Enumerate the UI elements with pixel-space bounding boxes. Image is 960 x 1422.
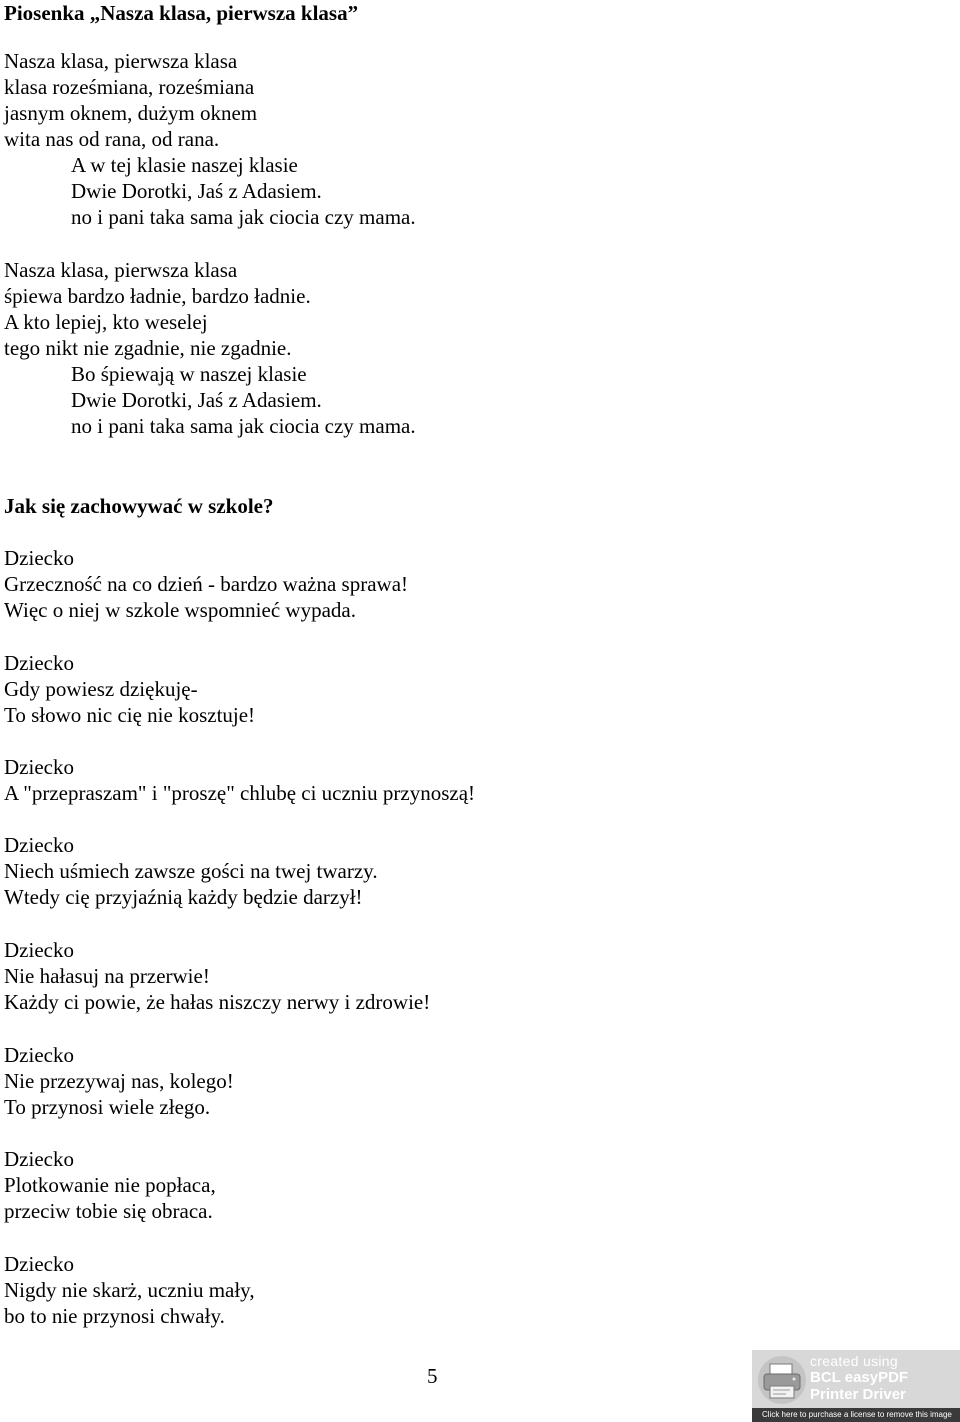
rule-line: Nigdy nie skarż, uczniu mały, xyxy=(4,1278,255,1302)
rule-line: Plotkowanie nie popłaca, xyxy=(4,1173,216,1197)
page-number: 5 xyxy=(427,1364,438,1388)
rule-line: Więc o niej w szkole wspomnieć wypada. xyxy=(4,598,356,622)
speaker-label: Dziecko xyxy=(4,833,74,857)
rule-line: Nie hałasuj na przerwie! xyxy=(4,964,210,988)
song-chorus-line: Dwie Dorotki, Jaś z Adasiem. xyxy=(71,388,322,412)
speaker-label: Dziecko xyxy=(4,938,74,962)
watermark-created-label: created using xyxy=(810,1353,898,1369)
speaker-label: Dziecko xyxy=(4,755,74,779)
rule-line: Wtedy cię przyjaźnią każdy będzie darzył! xyxy=(4,885,363,909)
section-title: Jak się zachowywać w szkole? xyxy=(4,494,274,518)
song-line: Nasza klasa, pierwsza klasa xyxy=(4,49,238,73)
rule-line: Niech uśmiech zawsze gości na twej twarzy. xyxy=(4,859,378,883)
speaker-label: Dziecko xyxy=(4,1043,74,1067)
song-line: klasa roześmiana, roześmiana xyxy=(4,75,255,99)
speaker-label: Dziecko xyxy=(4,1252,74,1276)
song-line: A kto lepiej, kto weselej xyxy=(4,310,208,334)
song-line: wita nas od rana, od rana. xyxy=(4,127,220,151)
watermark-link-bar[interactable] xyxy=(752,1408,960,1422)
song-line: śpiewa bardzo ładnie, bardzo ładnie. xyxy=(4,284,311,308)
rule-line: To przynosi wiele złego. xyxy=(4,1095,211,1119)
speaker-label: Dziecko xyxy=(4,1147,74,1171)
song-line: Nasza klasa, pierwsza klasa xyxy=(4,258,238,282)
watermark-badge[interactable] xyxy=(752,1350,960,1422)
watermark-product-name xyxy=(810,1369,908,1403)
song-chorus-line: Dwie Dorotki, Jaś z Adasiem. xyxy=(71,179,322,203)
rule-line: Gdy powiesz dziękuję- xyxy=(4,677,198,701)
song-chorus-line: no i pani taka sama jak ciocia czy mama. xyxy=(71,205,416,229)
song-line: jasnym oknem, dużym oknem xyxy=(4,101,258,125)
rule-line: Grzeczność na co dzień - bardzo ważna sprawa! xyxy=(4,572,409,596)
watermark-product-line: BCL easyPDF xyxy=(810,1369,909,1386)
rule-line: Każdy ci powie, że hałas niszczy nerwy i zdrowie! xyxy=(4,990,431,1014)
rule-line: przeciw tobie się obraca. xyxy=(4,1199,213,1223)
song-chorus-line: A w tej klasie naszej klasie xyxy=(71,153,298,177)
rule-line: A "przepraszam" i "proszę" chlubę ci uczniu przynoszą! xyxy=(4,781,476,805)
printer-icon xyxy=(756,1354,808,1406)
song-chorus-line: Bo śpiewają w naszej klasie xyxy=(71,362,307,386)
rule-line: bo to nie przynosi chwały. xyxy=(4,1304,225,1328)
speaker-label: Dziecko xyxy=(4,651,74,675)
song-title: Piosenka „Nasza klasa, pierwsza klasa” xyxy=(4,1,359,25)
rule-line: Nie przezywaj nas, kolego! xyxy=(4,1069,234,1093)
song-chorus-line: no i pani taka sama jak ciocia czy mama. xyxy=(71,414,416,438)
song-line: tego nikt nie zgadnie, nie zgadnie. xyxy=(4,336,292,360)
watermark-purchase-link[interactable]: Click here to purchase a license to remove this image xyxy=(762,1410,952,1419)
watermark-product-line: Printer Driver xyxy=(810,1386,906,1403)
speaker-label: Dziecko xyxy=(4,546,74,570)
rule-line: To słowo nic cię nie kosztuje! xyxy=(4,703,256,727)
